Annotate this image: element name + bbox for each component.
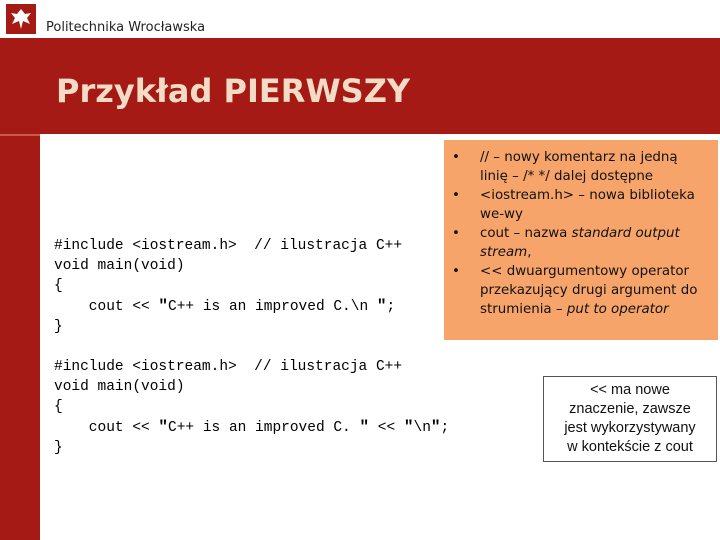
callout-line: w kontekście z cout [567,439,693,455]
callout-box [543,376,717,462]
note-item: • <iostream.h> – nowa biblioteka we-wy [452,188,695,222]
notes-list [444,140,718,319]
code-line: void main(void) [54,379,185,395]
left-accent-strip [0,38,40,540]
bullet-icon: • [452,264,460,279]
note-item: • << dwuargumentowy operator przekazujący drugi argument do strumienia – put to operator [452,264,698,317]
callout-line: jest wykorzystywany [564,420,696,436]
bullet-icon: • [452,188,460,203]
code-line: } [54,440,63,456]
notes-box [444,140,718,340]
code-line: } [54,319,63,335]
code-line: cout << "C++ is an improved C. " << "\n"; [54,418,450,436]
note-item: • // – nowy komentarz na jedną linię – /* */ dalej dostępne [452,150,678,184]
callout-line: << ma nowe [590,382,670,398]
code-line: { [54,399,63,415]
code-line: #include <iostream.h> // ilustracja C++ [54,238,403,254]
code-line: cout << "C++ is an improved C.\n "; [54,297,396,315]
callout-line: znaczenie, zawsze [569,401,691,417]
institution-name: Politechnika Wrocławska [46,20,206,35]
bullet-icon: • [452,150,460,165]
code-example-1 [54,236,402,337]
slide-title: Przykład PIERWSZY [56,72,411,110]
code-line: #include <iostream.h> // ilustracja C++ [54,359,403,375]
header-logo-bar [0,0,720,38]
note-item: • cout – nazwa standard output stream, [452,226,680,260]
code-line: void main(void) [54,258,185,274]
bullet-icon: • [452,226,460,241]
code-example-2 [54,357,449,458]
strip-divider [0,134,40,136]
eagle-emblem-icon [6,4,36,34]
code-line: { [54,278,63,294]
